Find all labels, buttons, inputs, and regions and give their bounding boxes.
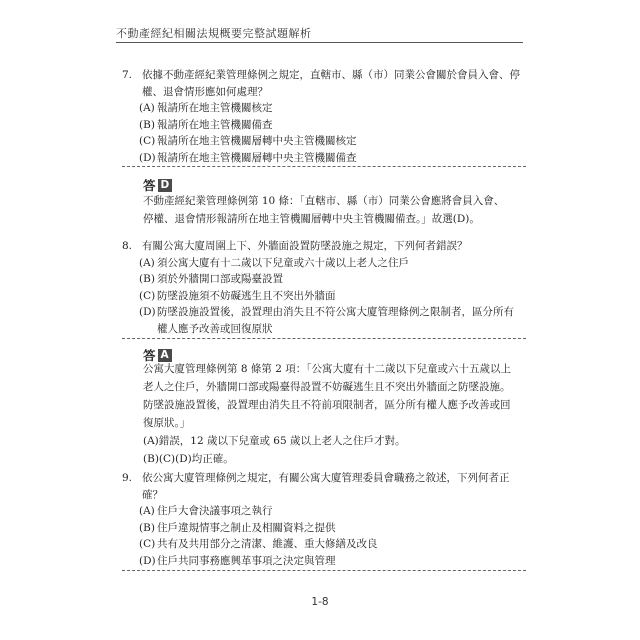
question-8 [122, 238, 522, 338]
option-text: 報請所在地主管機關層轉中央主管機關備查 [157, 151, 357, 164]
option-c [122, 536, 522, 553]
option-letter: (A) [139, 256, 155, 269]
explanation-line: 不動產經紀業管理條例第 10 條：「直轄市、縣（市）同業公會應將會員入會、停權、退會情形報請所在地主管機關層轉中央主管機關備查。」故選(D)。 [143, 195, 505, 225]
option-text: 須於外牆開口部或陽臺設置 [157, 273, 283, 286]
option-letter: (B) [139, 273, 155, 286]
option-a [122, 255, 522, 272]
option-text: 住戶共同事務應興革事項之決定與管理 [157, 554, 336, 567]
option-text: 報請所在地主管機關核定 [157, 102, 273, 115]
answer-divider [122, 338, 526, 339]
option-text: 防墜設施須不妨礙逃生且不突出外牆面 [157, 289, 336, 302]
option-text: 報請所在地主管機關層轉中央主管機關核定 [157, 135, 357, 148]
question-stem [122, 470, 522, 503]
answer-label: 答 [143, 178, 156, 193]
answer-label: 答 [143, 348, 156, 363]
question-text: 有關公寓大廈周圍上下、外牆面設置防墜設施之規定，下列何者錯誤？ [142, 240, 468, 252]
option-b [122, 271, 522, 288]
question-9 [122, 470, 522, 570]
option-letter: (C) [139, 289, 156, 302]
option-d [122, 553, 522, 570]
explanation-line: 公寓大廈管理條例第 8 條第 2 項：「公寓大廈有十二歲以下兒童或六十五歲以上老人之住戶，外牆開口部或陽臺得設置不妨礙逃生且不突出外牆面之防墜設施。防墜設施設置後，設置理由消失且不符前項限制者，區分所有權人應予改善或回復原狀。」 [143, 363, 511, 429]
question-number: 9. [122, 472, 133, 484]
question-text: 依公寓大廈管理條例之規定，有關公寓大廈管理委員會職務之敘述，下列何者正確？ [142, 472, 510, 501]
option-a [122, 100, 522, 117]
option-letter: (A) [139, 102, 155, 115]
option-d [122, 304, 522, 337]
option-letter: (C) [139, 135, 156, 148]
option-text: 共有及共用部分之清潔、維護、重大修繕及改良 [157, 538, 378, 551]
option-text: 住戶大會決議事項之執行 [157, 505, 273, 518]
option-b [122, 520, 522, 537]
option-text: 報請所在地主管機關備查 [157, 118, 273, 131]
option-letter: (D) [139, 151, 156, 164]
question-divider [122, 570, 526, 571]
question-text: 依據不動產經紀業管理條例之規定，直轄市、縣（市）同業公會關於會員入會、停權、退會情形應如何處理？ [142, 69, 520, 98]
question-7 [122, 67, 522, 167]
option-b [122, 117, 522, 134]
option-letter: (B) [139, 521, 155, 534]
option-a [122, 503, 522, 520]
option-letter: (A) [139, 505, 155, 518]
running-header-title: 不動產經紀相關法規概要完整試題解析 [116, 27, 312, 40]
answer-explanation [143, 192, 513, 228]
question-number: 8. [122, 240, 133, 252]
option-d [122, 150, 522, 167]
option-letter: (D) [139, 554, 156, 567]
answer-letter-badge: D [158, 179, 173, 192]
answer-explanation [143, 360, 513, 468]
answer-letter-badge: A [158, 349, 172, 362]
question-number: 7. [122, 69, 133, 81]
option-text: 住戶違規情事之制止及相關資料之提供 [157, 521, 336, 534]
option-c [122, 133, 522, 150]
option-letter: (D) [139, 306, 156, 319]
header-rule [116, 42, 523, 43]
option-text: 須公寓大廈有十二歲以下兒童或六十歲以上老人之住戶 [157, 256, 409, 269]
explanation-line: (B)(C)(D)均正確。 [143, 453, 234, 465]
answer-divider [122, 166, 526, 167]
option-text: 防墜設施設置後，設置理由消失且不符公寓大廈管理條例之限制者，區分所有權人應予改善或回復原狀 [157, 306, 514, 335]
option-letter: (C) [139, 538, 156, 551]
option-letter: (B) [139, 118, 155, 131]
page-number: 1-8 [311, 596, 329, 608]
option-c [122, 288, 522, 305]
question-stem [122, 238, 522, 255]
question-stem [122, 67, 522, 100]
explanation-line: (A)錯誤，12 歲以下兒童或 65 歲以上老人之住戶才對。 [143, 435, 406, 447]
